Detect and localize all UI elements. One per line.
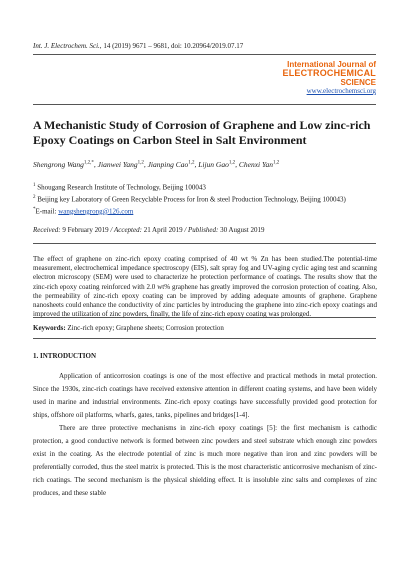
keywords-list: Zinc-rich epoxy; Graphene sheets; Corrosion protection [67, 324, 224, 332]
keywords-label: Keywords: [33, 324, 66, 332]
citation-details: 14 (2019) 9671 – 9681, doi: 10.20964/2019.07.17 [103, 42, 244, 50]
journal-name-line3: SCIENCE [340, 78, 376, 87]
author-affiliation-mark: 1,2 [272, 160, 280, 166]
journal-url-link[interactable]: www.electrochemsci.org [306, 87, 376, 95]
author-name: Shengrong Wang [33, 160, 84, 169]
journal-abbreviation: Int. J. Electrochem. Sci., [33, 42, 102, 50]
author-name: Jianwei Yang [97, 160, 138, 169]
received-date: 9 February 2019 [62, 226, 109, 234]
journal-citation [33, 42, 243, 50]
masthead-rule [33, 104, 376, 105]
publication-dates: Received: 9 February 2019 / Accepted: 21 April 2019 / Published: 30 August 2019 [33, 226, 265, 234]
header-rule [33, 54, 376, 55]
abstract-rule [33, 317, 376, 318]
author-name: Jianping Cao [147, 160, 189, 169]
author-name: Chenxi Yan [238, 160, 273, 169]
author-affiliation-mark: 1,2,* [83, 160, 94, 166]
author-name: Lijun Gao [198, 160, 229, 169]
affiliation-2: $^2$ Beijing key Laboratory of Green Recyclable Process for Iron & steel Production Technology, Beijing 100043) [33, 194, 346, 204]
keywords-rule [33, 338, 376, 339]
section-heading: 1. INTRODUCTION [33, 352, 97, 360]
affiliation-1: $^1$ Shougang Research Institute of Technology, Beijing 100043 [33, 183, 206, 192]
journal-masthead [283, 60, 377, 95]
paragraph: There are three protective mechanisms in zinc-rich epoxy coatings [5]: the first mechanism is cathodic protection, a good conductive network is formed between zinc powders and steel substrate which enough zinc powders exist in the coating. As the electrode potential of zinc is much more negative than iron and zinc powders will be preferentially corroded, thus the steel matrix is protected. This is the most characteristic anticorrosive mechanism of zinc-rich coatings. The second mechanism is the physical shielding effect. It is insoluble zinc salts and complexes of zinc produces, and these stable [33, 424, 377, 497]
published-date: 30 August 2019 [220, 226, 265, 234]
introduction-body [33, 370, 377, 500]
paper-title: A Mechanistic Study of Corrosion of Graphene and Low zinc-rich Epoxy Coatings on Carbon Steel in Salt Environment [33, 118, 371, 147]
journal-name-line1: International Journal of [287, 60, 376, 69]
journal-name-line2: ELECTROCHEMICAL [282, 68, 376, 78]
author-list: Shengrong Wang$^{1,2,*}$, Jianwei Yang$^{1,2}$, Jianping Cao$^{1,2}$, Lijun Gao$^{1,2}$, Chenxi Yan$^{1,2}$ [33, 160, 280, 169]
corresponding-email: *E-mail: wangshengrong@126.com [33, 206, 134, 215]
dates-rule [33, 243, 376, 244]
abstract-text: The effect of graphene on zinc-rich epoxy coating comprised of 40 wt % Zn has been studied.The potential-time measurement, electrochemical impedance spectroscopy (EIS), salt spray fog and UV-aging cyclic aging test and scanning electron microscopy (SEM) were used to characterize he protection performance of coatings. The results show that the zinc-rich epoxy coating reinforced with 2.0 wt% graphene has greatly improved the corrosion protection of coating. Also, the permeability of zinc-rich epoxy coating can be improved by adding adequate amounts of graphene. Graphene nanosheets could enhance the conductivity of zinc particles by introducing the graphene into zinc-rich epoxy coatings and improved the utilization of zinc powders, finally, the life of zinc-rich epoxy coating was prolonged. [33, 255, 377, 319]
accepted-date: 21 April 2019 [143, 226, 183, 234]
author-affiliation-mark: 1,2 [188, 160, 195, 166]
email-link[interactable]: wangshengrong@126.com [58, 206, 134, 215]
author-affiliation-mark: 1,2 [137, 160, 144, 166]
paragraph: Application of anticorrosion coatings is one of the most effective and practical methods in metal protection. Since the 1930s, zinc-rich coatings have received extensive attention in different coating systems, and have been widely used in marine and industrial environments. Zinc-rich epoxy coatings have successfully provided good protection for ships, offshore oil platforms, wharfs, gates, tanks, pipelines and bridges[1-4]. [33, 372, 377, 419]
affiliations [33, 181, 378, 216]
keywords [33, 324, 224, 332]
author-affiliation-mark: 1,2 [228, 160, 236, 166]
